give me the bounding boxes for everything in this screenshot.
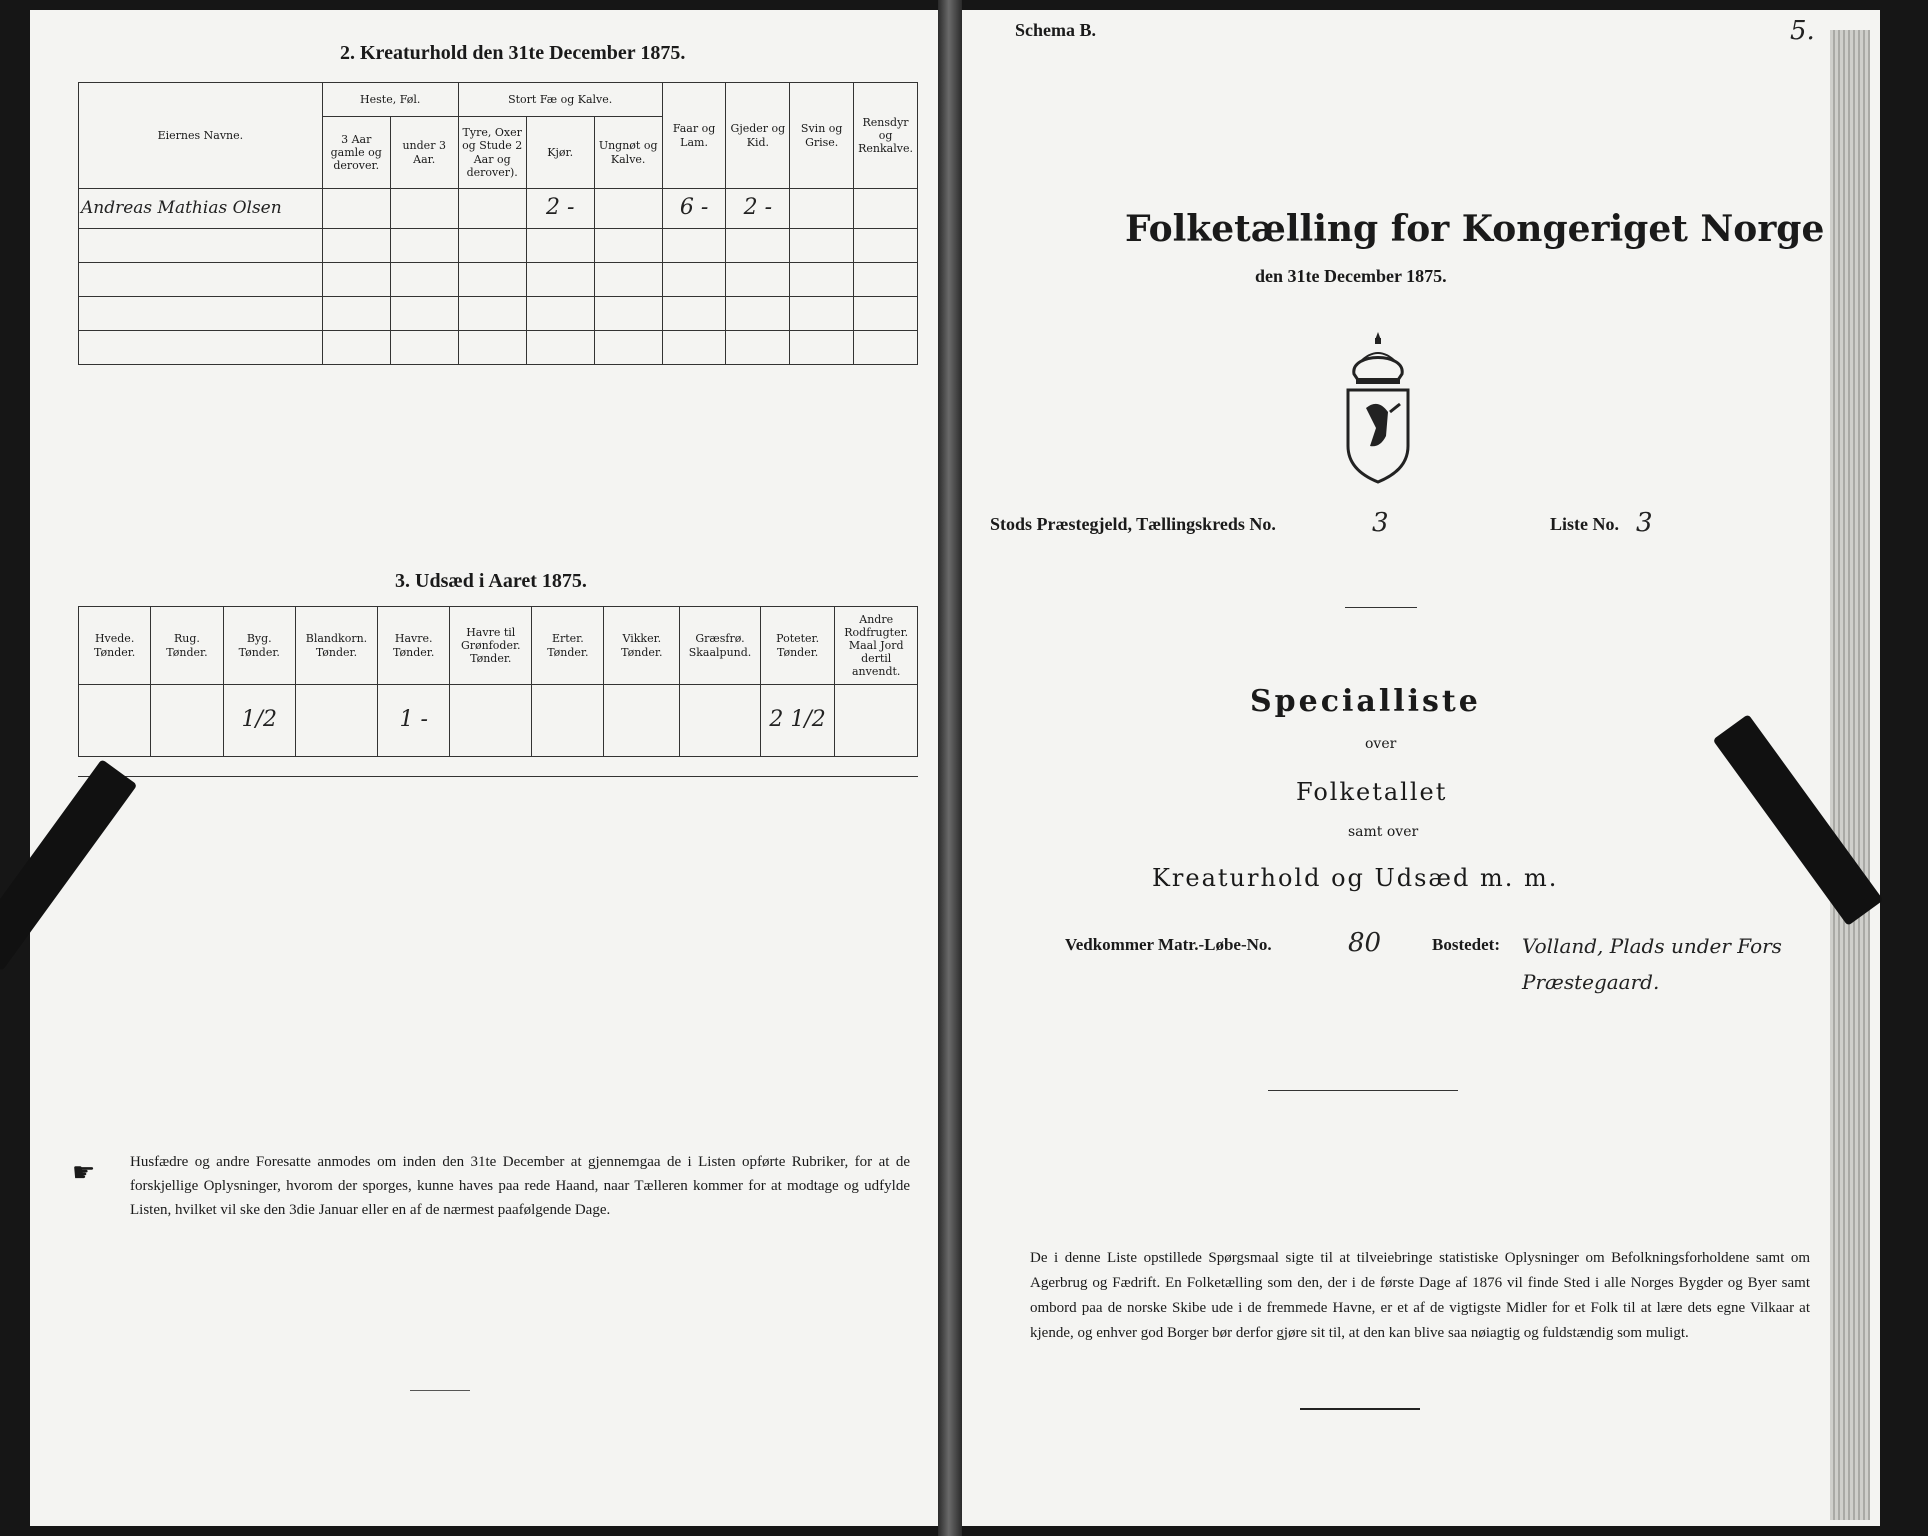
kreaturhold-text: Kreaturhold og Udsæd m. m. xyxy=(1152,864,1559,892)
page-number: 5. xyxy=(1790,16,1815,46)
section2-title: 2. Kreaturhold den 31te December 1875. xyxy=(340,42,686,64)
table-row xyxy=(79,263,918,297)
table-row xyxy=(79,297,918,331)
col-svin: Svin og Grise. xyxy=(790,83,854,189)
footer-text: De i denne Liste opstillede Spørgsmaal sigte til at tilveiebringe statistiske Oplysninger om Befolkningsforholdene samt om Agerbrug og Fædrift. En Folketælling som den, der i de første Dage af 1876 vil finde Sted i alle Norges Bygder og Byer samt ombord paa de norske Skibe ude i de fremmede Havne, er et af de vigtigste Midler for et Folk til at lære dets egne Vilkaar at kjende, og enhver god Borger bør derfor gjøre sit til, at den kan blive saa nøiagtig og fuldstændig som muligt. xyxy=(1030,1250,1810,1341)
unit-label: Tønder. xyxy=(621,645,663,659)
col-byg: Byg. xyxy=(246,632,272,646)
owner-name: Andreas Mathias Olsen xyxy=(81,198,282,219)
unit-label: Tønder. xyxy=(547,645,589,659)
col-stort-a: Tyre, Oxer og Stude 2 Aar og derover). xyxy=(458,117,526,189)
folketallet-text: Folketallet xyxy=(1296,778,1448,806)
unit-label: Tønder. xyxy=(393,645,435,659)
table-row xyxy=(79,229,918,263)
poteter-value: 2 1/2 xyxy=(769,707,826,733)
col-owner: Eiernes Navne. xyxy=(79,83,323,189)
date-line: den 31te December 1875. xyxy=(1255,266,1447,286)
unit-label: Maal Jord dertil anvendt. xyxy=(848,638,904,679)
group-stort: Stort Fæ og Kalve. xyxy=(458,83,662,117)
col-faar: Faar og Lam. xyxy=(662,83,726,189)
liste-label: Liste No. xyxy=(1550,514,1619,534)
schema-label: Schema B. xyxy=(1015,20,1096,40)
col-andre-rodfrugter: Andre Rodfrugter. xyxy=(844,612,909,639)
table-row xyxy=(79,189,918,229)
col-stort-c: Ungnøt og Kalve. xyxy=(594,117,662,189)
kjor-value: 2 - xyxy=(545,195,575,221)
matr-no: 80 xyxy=(1348,928,1382,958)
unit-label: Tønder. xyxy=(94,645,136,659)
unit-label: Tønder. xyxy=(470,652,512,666)
samt-over-text: samt over xyxy=(1348,824,1419,840)
col-havre-gronfoder: Havre til Grønfoder. xyxy=(460,625,521,652)
havre-value: 1 - xyxy=(399,707,428,733)
col-rens: Rensdyr og Renkalve. xyxy=(854,83,918,189)
col-poteter: Poteter. xyxy=(776,632,820,646)
unit-label: Skaalpund. xyxy=(688,645,752,659)
col-rug: Rug. xyxy=(173,632,200,646)
kreaturhold-table xyxy=(78,82,918,365)
col-erter: Erter. xyxy=(551,632,584,646)
divider xyxy=(1268,1090,1458,1091)
main-title: Folketælling for Kongeriget Norge xyxy=(1125,208,1825,250)
left-page xyxy=(30,10,950,1526)
byg-value: 1/2 xyxy=(241,707,277,733)
unit-label: Tønder. xyxy=(238,645,280,659)
table-row xyxy=(79,685,918,757)
special-title: Specialliste xyxy=(1250,684,1481,719)
liste-no: 3 xyxy=(1636,508,1653,538)
section3-title: 3. Udsæd i Aaret 1875. xyxy=(395,570,587,592)
col-vikker: Vikker. xyxy=(622,632,662,646)
col-hvede: Hvede. xyxy=(94,632,135,646)
over-text: over xyxy=(1365,736,1397,752)
parish-no: 3 xyxy=(1372,508,1389,538)
col-graesfro: Græsfrø. xyxy=(695,632,745,646)
udsaed-table xyxy=(78,606,918,757)
faar-value: 6 - xyxy=(679,195,709,221)
col-stort-b: Kjør. xyxy=(526,117,594,189)
page-edge xyxy=(1830,30,1870,1520)
gjeder-value: 2 - xyxy=(743,195,773,221)
col-gjeder: Gjeder og Kid. xyxy=(726,83,790,189)
divider xyxy=(1300,1408,1420,1410)
table-row xyxy=(79,331,918,365)
unit-label: Tønder. xyxy=(315,645,358,659)
divider xyxy=(1345,607,1417,608)
col-blandkorn: Blandkorn. xyxy=(305,632,368,646)
pointing-hand-icon: ☛ xyxy=(72,1158,96,1188)
unit-label: Tønder. xyxy=(776,645,819,659)
col-heste-b: under 3 Aar. xyxy=(390,117,458,189)
col-heste-a: 3 Aar gamle og derover. xyxy=(322,117,390,189)
bosted-value: Volland, Plads under Fors Præstegaard. xyxy=(1522,934,1782,994)
parish-label: Stods Præstegjeld, Tællingskreds No. xyxy=(990,514,1276,534)
group-heste: Heste, Føl. xyxy=(322,83,458,117)
book-gutter xyxy=(938,0,962,1536)
bosted-label: Bostedet: xyxy=(1432,935,1500,954)
unit-label: Tønder. xyxy=(166,645,208,659)
notice-text: Husfædre og andre Foresatte anmodes om inden den 31te December at gjennemgaa de i Listen opførte Rubriker, for at de forskjellige Oplysninger, hvorom der sporges, kunne haves paa rede Haand, naar Tælleren kommer for at modtage og udfylde Listen, hvilket vil ske den 3die Januar eller en af de nærmest paafølgende Dage. xyxy=(130,1154,910,1218)
col-havre: Havre. xyxy=(394,632,433,646)
table-bottom-rule xyxy=(78,776,918,777)
short-rule xyxy=(410,1390,470,1391)
coat-of-arms-icon xyxy=(1340,328,1416,488)
matr-label: Vedkommer Matr.-Løbe-No. xyxy=(1065,935,1272,954)
